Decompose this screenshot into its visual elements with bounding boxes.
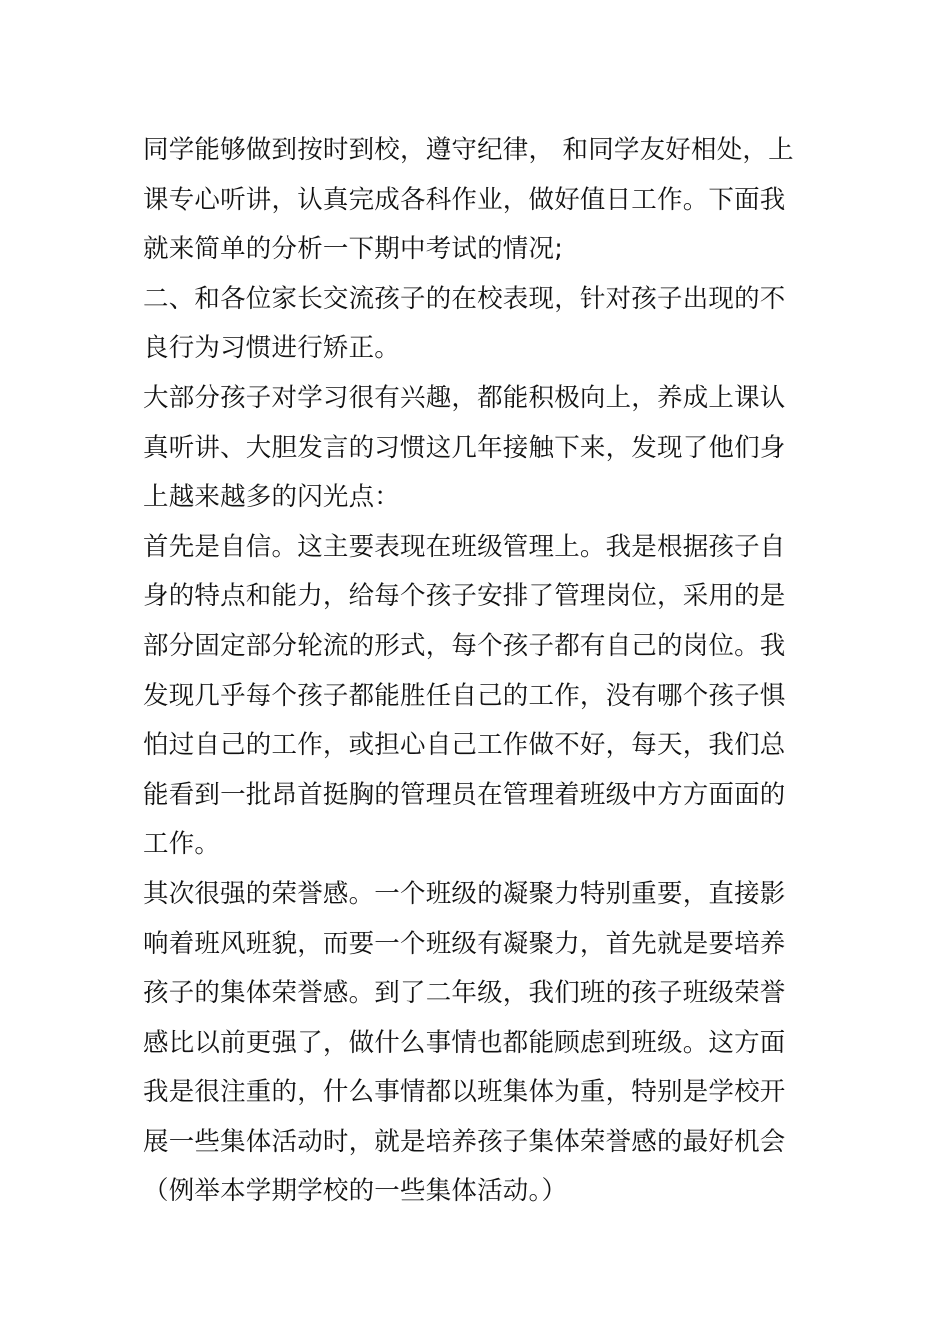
- text-line: 首先是自信。这主要表现在班级管理上。我是根据孩子自: [143, 531, 786, 562]
- text-line: 孩子的集体荣誉感。到了二年级，我们班的孩子班级荣誉: [143, 978, 786, 1009]
- text-line: 课专心听讲，认真完成各科作业，做好值日工作。下面我: [143, 184, 786, 215]
- text-line: 就来简单的分析一下期中考试的情况;: [143, 234, 563, 265]
- text-line: 良行为习惯进行矫正。: [143, 333, 401, 364]
- text-line: 真听讲、大胆发言的习惯这几年接触下来，发现了他们身: [143, 432, 786, 463]
- text-line: 其次很强的荣誉感。一个班级的凝聚力特别重要，直接影: [143, 878, 786, 909]
- text-line: 响着班风班貌，而要一个班级有凝聚力，首先就是要培养: [143, 928, 786, 959]
- text-line: 展一些集体活动时，就是培养孩子集体荣誉感的最好机会: [143, 1126, 786, 1157]
- text-line: 二、和各位家长交流孩子的在校表现，针对孩子出现的不: [143, 283, 786, 314]
- text-line: 怕过自己的工作，或担心自己工作做不好，每天，我们总: [143, 730, 786, 761]
- text-line: 同学能够做到按时到校，遵守纪律， 和同学友好相处，上: [143, 135, 794, 165]
- text-line: 工作。: [143, 829, 221, 860]
- text-line: 能看到一批昂首挺胸的管理员在管理着班级中方方面面的: [143, 779, 786, 810]
- text-line: （例举本学期学校的一些集体活动。）: [143, 1176, 568, 1207]
- text-line: 我是很注重的，什么事情都以班集体为重，特别是学校开: [143, 1077, 786, 1108]
- text-line: 感比以前更强了，做什么事情也都能顾虑到班级。这方面: [143, 1027, 786, 1058]
- text-line: 部分固定部分轮流的形式，每个孩子都有自己的岗位。我: [143, 630, 786, 661]
- text-line: 身的特点和能力，给每个孩子安排了管理岗位，采用的是: [143, 581, 786, 612]
- body-text: [143, 126, 823, 1217]
- text-line: 大部分孩子对学习很有兴趣，都能积极向上，养成上课认: [143, 382, 786, 413]
- text-line: 发现几乎每个孩子都能胜任自己的工作，没有哪个孩子惧: [143, 680, 786, 711]
- text-line: 上越来越多的闪光点：: [143, 482, 401, 513]
